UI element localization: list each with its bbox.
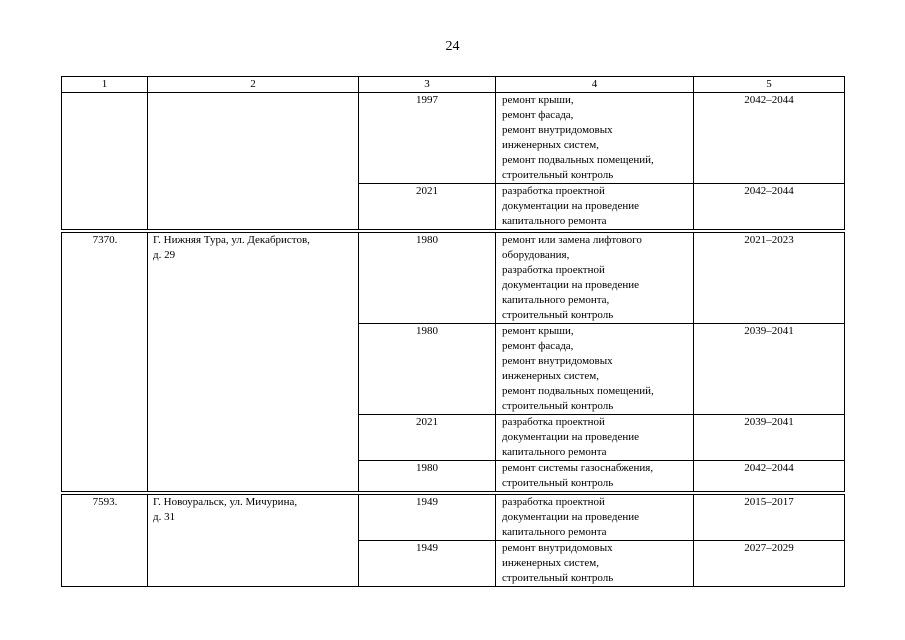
work-line: разработка проектной	[502, 416, 605, 428]
header-row	[62, 77, 845, 93]
cell-year: 1980	[359, 324, 496, 415]
work-line: капитального ремонта	[502, 526, 607, 538]
work-line: капитального ремонта	[502, 215, 607, 227]
cell-works	[496, 93, 694, 184]
cell-address	[148, 93, 359, 230]
header-col-5: 5	[694, 77, 845, 93]
cell-year: 2021	[359, 415, 496, 461]
work-line: ремонт подвальных помещений,	[502, 385, 654, 397]
cell-period: 2039–2041	[694, 415, 845, 461]
cell-id: 7593.	[62, 495, 148, 587]
address-line: д. 29	[153, 249, 176, 261]
cell-year: 1949	[359, 541, 496, 587]
cell-year: 1949	[359, 495, 496, 541]
work-line: ремонт крыши,	[502, 325, 574, 337]
work-line: инженерных систем,	[502, 370, 599, 382]
cell-period: 2021–2023	[694, 233, 845, 324]
work-line: документации на проведение	[502, 431, 640, 443]
work-line: разработка проектной	[502, 264, 605, 276]
cell-works	[496, 233, 694, 324]
cell-period: 2015–2017	[694, 495, 845, 541]
cell-period: 2042–2044	[694, 93, 845, 184]
work-line: разработка проектной	[502, 185, 605, 197]
capital-repair-table	[61, 76, 845, 587]
work-line: документации на проведение	[502, 200, 640, 212]
header-col-2: 2	[148, 77, 359, 93]
work-line: строительный контроль	[502, 400, 614, 412]
table-row	[62, 233, 845, 324]
work-line: ремонт фасада,	[502, 340, 574, 352]
cell-period: 2039–2041	[694, 324, 845, 415]
cell-address	[148, 233, 359, 492]
work-line: строительный контроль	[502, 572, 614, 584]
address-line: д. 31	[153, 511, 176, 523]
work-line: ремонт внутридомовых	[502, 124, 613, 136]
cell-period: 2027–2029	[694, 541, 845, 587]
header-col-4: 4	[496, 77, 694, 93]
header-col-1: 1	[62, 77, 148, 93]
cell-works	[496, 184, 694, 230]
cell-address	[148, 495, 359, 587]
cell-works	[496, 461, 694, 492]
work-line: оборудования,	[502, 249, 570, 261]
work-line: ремонт внутридомовых	[502, 542, 613, 554]
work-line: разработка проектной	[502, 496, 605, 508]
cell-works	[496, 324, 694, 415]
work-line: ремонт внутридомовых	[502, 355, 613, 367]
table-row	[62, 93, 845, 184]
cell-year: 1997	[359, 93, 496, 184]
work-line: инженерных систем,	[502, 139, 599, 151]
work-line: ремонт фасада,	[502, 109, 574, 121]
work-line: строительный контроль	[502, 309, 614, 321]
work-line: ремонт крыши,	[502, 94, 574, 106]
work-line: капитального ремонта	[502, 446, 607, 458]
cell-id	[62, 93, 148, 230]
page-number: 24	[445, 39, 460, 54]
cell-works	[496, 541, 694, 587]
cell-year: 1980	[359, 461, 496, 492]
cell-period: 2042–2044	[694, 461, 845, 492]
table-row	[62, 495, 845, 541]
work-line: инженерных систем,	[502, 557, 599, 569]
cell-works	[496, 415, 694, 461]
header-col-3: 3	[359, 77, 496, 93]
work-line: капитального ремонта,	[502, 294, 610, 306]
address-line: Г. Нижняя Тура, ул. Декабристов,	[153, 234, 310, 246]
work-line: строительный контроль	[502, 477, 614, 489]
cell-year: 1980	[359, 233, 496, 324]
work-line: строительный контроль	[502, 169, 614, 181]
work-line: документации на проведение	[502, 279, 640, 291]
cell-year: 2021	[359, 184, 496, 230]
cell-period: 2042–2044	[694, 184, 845, 230]
work-line: документации на проведение	[502, 511, 640, 523]
work-line: ремонт подвальных помещений,	[502, 154, 654, 166]
address-line: Г. Новоуральск, ул. Мичурина,	[153, 496, 298, 508]
cell-works	[496, 495, 694, 541]
cell-id: 7370.	[62, 233, 148, 492]
work-line: ремонт системы газоснабжения,	[502, 462, 654, 474]
work-line: ремонт или замена лифтового	[502, 234, 642, 246]
